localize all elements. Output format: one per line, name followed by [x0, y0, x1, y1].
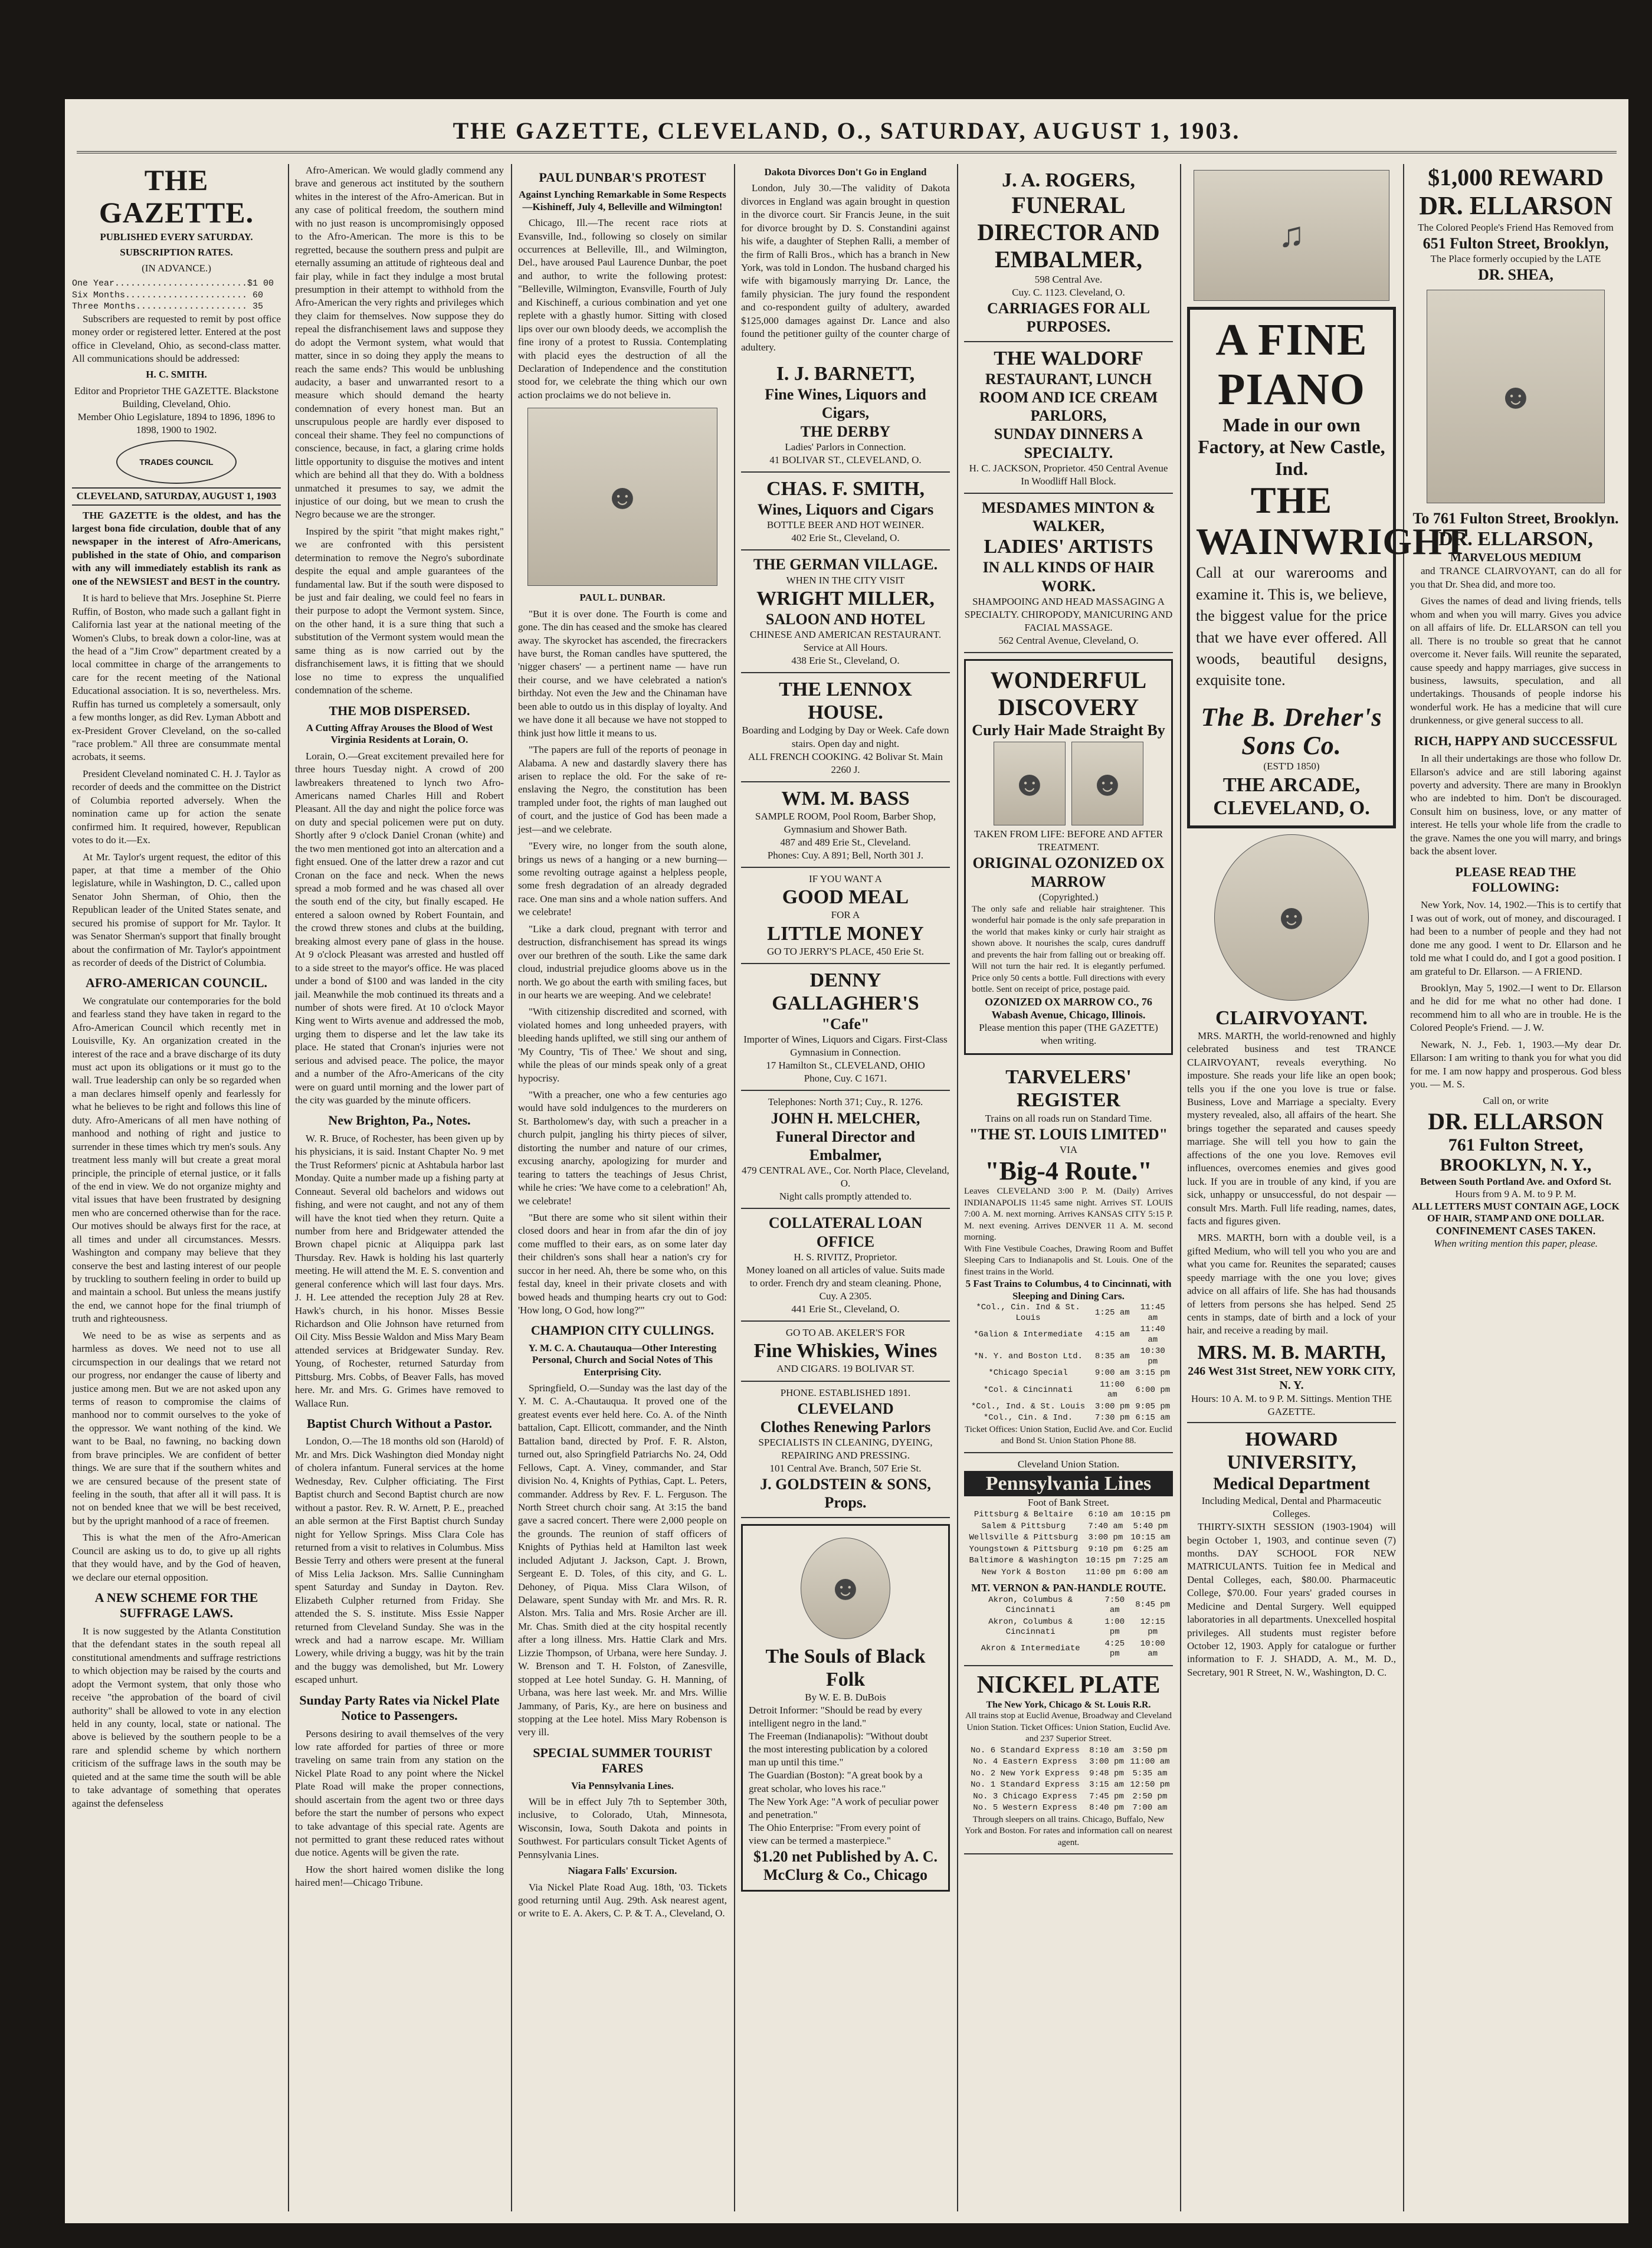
article-paragraph: London, July 30.—The validity of Dakota divorces in England was again brought in question in the divorce court. Sir Francis Jeune, in the suit for divorce brought by D. S. Constandini against his wife, a daughter of Stephen Ralli, a member of the firm of Ralli Bros., which has a branch in New York, was told in London. The husband charged his wife with bigamously marrying Dr. Lance, the family physician. The jury found the respondent and co-respondent guilty of adultery, awarded $125,000 damages against Dr. Lance and also found the petitioner guilty of the counter charge of adultery. [741, 182, 950, 353]
before-after-pictures [972, 739, 1165, 828]
clairvoyant-portrait [1214, 834, 1369, 1001]
table-row: Akron, Columbus & Cincinnati 7:50 am 8:45 pm [988, 1595, 1171, 1615]
penn-timetable [964, 1509, 1173, 1578]
table-row: No. 1 Standard Express 3:15 am 12:50 pm [971, 1780, 1170, 1790]
article-paragraph: At Mr. Taylor's urgent request, the editor of this paper, at that time a member of the Ohio legislature, while in Washington, D. C., called upon Senator John Sherman, of Ohio, then the Republican leader of the United States senate, and secured his promise of support for Mr. Taylor. It was Senator Sherman's support that finally brought about the confirmation of Mr. Taylor's appointment as recorder of deeds of the District of Columbia. [72, 851, 281, 969]
heading-suffrage: A NEW SCHEME FOR THE SUFFRAGE LAWS. [94, 1590, 258, 1621]
heading-dunbar: PAUL DUNBAR'S PROTEST [539, 170, 706, 185]
date-line: CLEVELAND, SATURDAY, AUGUST 1, 1903 [72, 487, 281, 505]
piano-illustration [1194, 170, 1389, 301]
table-row: *Col. & Cincinnati 11:00 am 6:00 pm [983, 1379, 1171, 1400]
article-paragraph: Gives the names of dead and living friends, tells whom and when you will marry. Gives you advice on all affairs of life. Dr. ELLARSON can tell you all. There is no trouble so great that he cannot overcome it. Never fails. Will reunite the separated, cause speedy and happy marriages, give success in business, lawsuits, speculation, and all undertakings. Thousands of people indorse his wonderful work. He has a medicine that will cure drunkenness, or give general success to all. [1410, 595, 1621, 726]
table-row: Akron & Intermediate 4:25 pm 10:00 am [981, 1639, 1165, 1659]
column-5 [957, 164, 1180, 2211]
ad-waldorf: THE WALDORF RESTAURANT, LUNCH ROOM AND ICE CREAM PARLORS, SUNDAY DINNERS A SPECIALTY. H. C. JACKSON, Proprietor. 450 Central Avenue In Woodliff Hall Block. [964, 342, 1173, 494]
table-row: Salem & Pittsburg 7:40 am 5:40 pm [981, 1521, 1168, 1531]
ad-rogers: J. A. ROGERS, FUNERAL DIRECTOR AND EMBALMER, 598 Central Ave. Cuy. C. 1123. Cleveland, O. CARRIAGES FOR ALL PURPOSES. [964, 164, 1173, 342]
heading-cullings: CHAMPION CITY CULLINGS. [530, 1323, 714, 1338]
heading-council: AFRO-AMERICAN COUNCIL. [86, 975, 267, 991]
column-7: $1,000 REWARD DR. ELLARSON The Colored People's Friend Has Removed from 651 Fulton Street, Brooklyn, The Place formerly occupied by the LATE DR. SHEA, ☻ To 761 Fulton Street, Brooklyn. DR. ELLARSON, MARVELOUS MEDIUM and TRANCE CLAIRVOYANT, can do all for you that Dr. Shea did, and more too. Gives the names of dead and living friends, tells whom and when you will marry. Gives you advice on all affairs of life. Dr. ELLARSON can tell you all. There is no trouble so great that he cannot overcome it. Never fails. Will reunite the separated, cause speedy and happy marriages, give success in business, lawsuits, speculation, and all undertakings. Thousands of people indorse his wonderful work. He has a medicine that will cure drunkenness, or give general success to all. RICH, HAPPY AND SUCCESSFUL In all their undertakings are those who follow Dr. Ellarson's advice and are still laboring against poverty and adversity. There are many in Brooklyn who are indebted to him. Don't be discouraged. Consult him on business, love, or any matter of interest. He tells your whole life from the cradle to the grave. Names the one you will marry, and brings back the absent lover. PLEASE READ THE FOLLOWING: New York, Nov. 14, 1902.—This is to certify that I was out of work, out of money, and discouraged. I had been to a number of people and they had not done me any good. I went to Dr. Ellarson and he told me what I could do, and I got a good position. I am grateful to Dr. Ellarson. — A FRIEND. Brooklyn, May 5, 1902.—I went to Dr. Ellarson and he did for me what no other had done. I recommend him to all who are in trouble. He is the Colored People's Friend. — J. W. Newark, N. J., Feb. 1, 1903.—My dear Dr. Ellarson: I am writing to thank you for what you did for me. I am now happy and prosperous. God bless you. — M. S. Call on, or write DR. ELLARSON 761 Fulton Street, BROOKLYN, N. Y., Between South Portland Ave. and Oxford St. Hours from 9 A. M. to 9 P. M. ALL LETTERS MUST CONTAIN AGE, LOCK OF HAIR, STAMP AND ONE DOLLAR. CONFINEMENT CASES TAKEN. When writing mention this paper, please. [1410, 164, 1621, 1250]
article-paragraph: "But there are some who sit silent within their closed doors and hear in from afar the din of joy come muffled to their ears, as on some later day their children's sons shall hear a nation's cry for succor in her need. Ah, there be some who, on this festal day, kneel in their private closets and with bowed heads and thumping hearts cry out to God: 'How long, O God, how long?'" [518, 1211, 727, 1316]
article-paragraph: W. R. Bruce, of Rochester, has been given up by his physicians, it is said. Instant Chapter No. 9 met the Trust Reformers' picnic at Ashtabula harbor last Monday. Quite a number made up a fishing party at Conneaut. Several old bachelors and widows out fishing, and were not caught, and not any of them will have the knot tied when they return. Quite a number from here and Bridgewater attended the Brown chapel picnic at Aliquippa park last Thursday. Rev. Hawk is holding his last quarterly meeting. He will attend the M. E. S. convention and general conference which will last four days. Mrs. J. H. Lee attended the reception July 28 at Rev. Hawk's church, in his honor. Misses Bessie Richardson and Olie Johnson have returned from Oil City. Miss Bessie Waldon and Miss Mary Beam attended services at Bridgewater Sunday. Rev. Young, of Rochester, returned Saturday from Pittsburg. Mrs. Cobbs, of Beaver Falls, has moved here. Mr. and Mrs. G. Grimes have removed to Wallace Run. [295, 1132, 504, 1409]
ad-good-meal: IF YOU WANT A GOOD MEAL FOR A LITTLE MONEY GO TO JERRY'S PLACE, 450 Erie St. [741, 868, 950, 964]
article-paragraph: MRS. MARTH, born with a double veil, is a gifted Medium, who will tell you who you are and what you came for. Reunites the separated; causes speedy marriage with the one you love; gives advice on all affairs of life. She has had thousands of letters from persons she has helped. Send 25 cents in stamps, date of birth and a lock of your hair, and receive a reading by mail. [1187, 1232, 1396, 1336]
circulation-claim: THE GAZETTE is the oldest, and has the largest bona fide circulation, double that of any newspaper in the interest of Afro-Americans, published in the state of Ohio, and comparison with any will immediately establish its rank as one of the NEWSIEST and BEST in the country. [72, 509, 281, 587]
ellarson-portrait [1427, 290, 1605, 503]
before-portrait [994, 742, 1066, 825]
ad-ox-marrow: WONDERFUL DISCOVERY Curly Hair Made Straight By ☻ ☻ TAKEN FROM LIFE: BEFORE AND AFTER TREATMENT. ORIGINAL OZONIZED OX MARROW (Copyrighted.) The only safe and reliable hair straightener. This wonderful hair pomade is the only safe preparation in the world that makes kinky or curly hair straight as shown above. It nourishes the scalp, cures dandruff and prevents the hair from falling out or breaking off. Will not turn the hair red. It is elegantly perfumed. Price only 50 cents a bottle. Full directions with every bottle. Sent on receipt of price, postage paid. OZONIZED OX MARROW CO., 76 Wabash Avenue, Chicago, Illinois. Please mention this paper (THE GAZETTE) when writing. [964, 659, 1173, 1055]
dunbar-portrait [527, 408, 717, 586]
article-paragraph: It is hard to believe that Mrs. Josephine St. Pierre Ruffin, of Boston, who made such a gallant fight in California last year at the national meeting of the Women's Clubs, to break down a color-line, was at the head of a "Jim Crow" department created by a local committee in charge of the arrangements to care for the recent meeting of the National Educational association. It is so, nevertheless. Mrs. Ruffin has turned us completely a somersault, only a few months longer, as did Rev. Lyman Abbott and ex-President Grover Cleveland, on the so-called "race problem." All three are consummate mental acrobats, it seems. [72, 592, 281, 763]
portrait-caption: PAUL L. DUNBAR. [579, 592, 666, 604]
article-paragraph: President Cleveland nominated C. H. J. Taylor as recorder of deeds and the committee on the District of Columbia reported adversely. When the nomination came up for action the senate confirmed him. It required, however, Republican votes to do it.—Ex. [72, 768, 281, 846]
table-row: *Galion & Intermediate 4:15 am 11:40 am [974, 1325, 1165, 1345]
rates-heading: SUBSCRIPTION RATES. [120, 247, 233, 258]
ad-wright-miller: THE GERMAN VILLAGE. WHEN IN THE CITY VISIT WRIGHT MILLER, SALOON AND HOTEL CHINESE AND AMERICAN RESTAURANT. Service at All Hours. 438 Erie St., Cleveland, O. [741, 550, 950, 673]
column-1 [65, 164, 288, 2211]
article-paragraph: MRS. MARTH, the world-renowned and highly celebrated business and test TRANCE CLAIRVOYANT, reveals everything. No imposture. She reads your life like an open book; tells you if the one you love is true or false. Business, Love and Marriage a specialty. Every mystery revealed, also, all affairs of the heart. She brings together the separated and causes speedy marriage. She will tell you how to gain the affections of the one you love. Removes evil influences, overcomes enemies and gives good luck. If you are in trouble of any kind, if you are sick, unhappy or unsuccessful, do not despair — consult Mrs. Marth. Full life reading, names, dates, facts and figures given. [1187, 1030, 1396, 1227]
article-paragraph: Afro-American. We would gladly commend any brave and generous act instituted by the southern whites in the interest of the Afro-American. But in any case of political freedom, the southern mind with no just reason is uncompromisingly opposed to the Afro-American. The more is this to be regretted, because the southern press and pulpit are eternally assuming an attitude of righteous deal and fair play, while in fact they indulge a most brutal presumption in their attempt to withhold from the Afro-American the very rights and privileges which they claim for themselves. Now suppose they do repeal the disfranchisement laws and suppose they do adopt the Vermont system, what would that matter, since in so doing they apply the means to reach the same ends? This would be unblushing audacity, a baser and unwarranted resort to a measure which should demand the hearty condemnation of every honest man. But an unscrupulous people are hardly ever disposed to conceal their shame. They feel no compunctions of conscience, because, in fact, a glaring crime holds little opportunity to disguise the motives and intent which are behind all that they do. With a boldness unmatched it presumes to say, we admit the injustice of our doing, but we mean to crush the Negro because we are the stronger. [295, 165, 504, 520]
editor-title: Editor and Proprietor THE GAZETTE. Blackstone Building, Cleveland, Ohio. [74, 385, 279, 409]
editor-name: H. C. SMITH. [146, 369, 207, 381]
table-row: No. 2 New York Express 9:48 pm 5:35 am [971, 1768, 1168, 1778]
table-row: *Col., Cin. Ind & St. Louis 1:25 am 11:45 am [976, 1303, 1165, 1323]
table-row: *N. Y. and Boston Ltd. 8:35 am 10:30 pm [974, 1346, 1165, 1367]
heading-brighton: New Brighton, Pa., Notes. [328, 1113, 471, 1128]
column-2 [288, 164, 511, 2211]
mtvernon-timetable [964, 1595, 1173, 1660]
masthead-rule [77, 151, 1617, 153]
ad-denny-gallagher: DENNY GALLAGHER'S "Cafe" Importer of Wines, Liquors and Cigars. First-Class Gymnasium in Connection. 17 Hamilton St., CLEVELAND, OHIO Phone, Cuy. C 1671. [741, 964, 950, 1092]
article-paragraph: Lorain, O.—Great excitement prevailed here for three hours Tuesday night. A crowd of 200 lawbreakers threatened to lynch two Afro-Americans named Charles Hill and Robert Pleasant. All the day and night the police force was on duty and special policemen were put on duty. Shortly after 9 o'clock Daniel Cronan (white) and the two men mentioned got into an altercation and a fight ensued. One of the latter drew a razor and cut Cronan on the face and neck. When the news spread a mob formed and he was chased all over the south end of the city, but finally escaped. He entered a saloon owned by Robert Fountain, and the crowd threw stones and clubs at the building, breaking almost every pane of glass in the house. At 9 o'clock Pleasant was arrested and hustled off to a side street to the mayor's office. He was placed under a bond of $100 and was landed in the city jail. Meanwhile the mob continued its threats and a number of shots were fired. At 10 o'clock Mayor King went to Wirts avenue and addressed the mob, urging them to disperse and let the law take its place. He stated that Cronan's injuries were not serious and advised peace. The police, the mayor and a number of the Afro-Americans of the city were on guard until morning and the lower part of the city was guarded by the minute officers. [295, 750, 504, 1106]
article-paragraph: Will be in effect July 7th to September 30th, inclusive, to Colorado, Utah, Minnesota, Wisconsin, Iowa, South Dakota and points in Southwest. For particulars consult Ticket Agents of Pennsylvania Lines. [518, 1795, 727, 1860]
column-3 [511, 164, 734, 2211]
notice: Subscribers are requested to remit by post office money order or registered letter. Entered at the post office in Cleveland, Ohio, as second-class matter. All communications should be addressed: [72, 313, 281, 364]
testimonial: Brooklyn, May 5, 1902.—I went to Dr. Ellarson and he did for me what no other had done. I recommend him to all who are in trouble. He is the Colored People's Friend. — J. W. [1410, 982, 1621, 1034]
paper-title: THE GAZETTE. [99, 163, 254, 229]
heading-sunday-rates: Sunday Party Rates via Nickel Plate Notice to Passengers. [299, 1692, 500, 1723]
heading-mob: THE MOB DISPERSED. [329, 703, 470, 718]
article-paragraph: Chicago, Ill.—The recent race riots at Evansville, Ind., following so closely on similar occurrences at Belleville, Ill., and Wilmington, Del., have aroused Paul Laurence Dunbar, the poet and author, to write the following protest: "Belleville, Wilmington, Evansville, Fourth of July and Kischineff, a curious combination and yet one replete with a ghastly humor. Sitting with closed lips over our own bloody deeds, we accomplish the fine irony of a protest to Russia. Contemplating with placid eyes the destruction of all the Declaration of Independence and the constitution stood for, we celebrate the thing which our own action proclaims we do not believe in. [518, 217, 727, 401]
ad-chas-smith: CHAS. F. SMITH, Wines, Liquors and Cigars BOTTLE BEER AND HOT WEINER. 402 Erie St., Cleveland, O. [741, 473, 950, 550]
piano-icon: ♫ [1278, 215, 1305, 255]
table-row: Akron, Columbus & Cincinnati 1:00 pm 12:15 pm [988, 1617, 1165, 1637]
article-paragraph: We congratulate our contemporaries for the bold and fearless stand they have taken in regard to the Afro-American Council which recently met in Louisville, Ky. An organization created in the interest of the race and a brave discharge of its duty must act upon its obligations or it must go to the wall. True leadership can only be so regarded when a man declares himself openly and fearlessly for what he believes to be right and follows this line of duty. Afro-Americans of all men have nothing of manhood and nothing of right and justice to surrender in these times which try men's souls. Any treatment less manly will but create a great moral principle, the principle of eternal justice, or it falls of the end in view. We do not organize mighty and vital issues that have been frustrated by designing men who are concerned otherwise than for the race. Our motives should be always first for the race, at all times and under all circumstances. Messrs. Washington and company may believe that they conserve the best and lasting interest of our people by truckling to southern feeling in order to build up and maintain a school. But unless the means justify the end, we cannot hope for the final triumph of truth and righteousness. [72, 995, 281, 1325]
table-row: Baltimore & Washington 10:15 pm 7:25 am [969, 1556, 1168, 1566]
heading-niagara: Niagara Falls' Excursion. [568, 1865, 677, 1877]
testimonial: Newark, N. J., Feb. 1, 1903.—My dear Dr. Ellarson: I am writing to thank you for what you did for me. I am now happy and prosperous. God bless you. — M. S. [1410, 1038, 1621, 1090]
published-line: PUBLISHED EVERY SATURDAY. [100, 231, 253, 243]
table-row: *Chicago Special 9:00 am 3:15 pm [988, 1368, 1171, 1378]
article-paragraph: "But it is over done. The Fourth is come and gone. The din has ceased and the smoke has cleared away. The skyrocket has ascended, the firecrackers have burst, the Roman candles have sputtered, the 'nigger chasers' — a pertinent name — have run their course, and we have celebrated a nation's birthday. Not even the Jew and the Chinaman have been able to outdo us in this display of loyalty. And we have done it all because we have not stopped to think just how little it means to us. [518, 608, 727, 739]
table-row: *Col., Ind. & St. Louis 3:00 pm 9:05 pm [971, 1401, 1171, 1411]
subheading-mob: A Cutting Affray Arouses the Blood of West Virginia Residents at Lorain, O. [306, 722, 493, 746]
article-paragraph: "With citizenship discredited and scorned, with violated homes and long unheeded prayers, with bleeding hands uplifted, we still sing our anthem of 'My Country, 'Tis of Thee.' We shout and sing, while the pleas of our minds speak only of a great hypocrisy. [518, 1006, 727, 1084]
table-row: Youngstown & Pittsburg 9:10 pm 6:25 am [969, 1544, 1168, 1554]
ad-piano: A FINE PIANO Made in our own Factory, at New Castle, Ind. THE WAINWRIGHT Call at our warerooms and examine it. This is, we believe, the biggest value for the price that we have ever offered. All woods, beautiful designs, exquisite tone. The B. Dreher's Sons Co. (EST'D 1850) THE ARCADE, CLEVELAND, O. [1187, 307, 1396, 828]
union-label-seal: TRADES COUNCIL [116, 440, 237, 484]
article-paragraph: "The papers are full of the reports of peonage in Alabama. A new and dastardly slavery there has arisen to replace the old. For the sake of re-enslaving the Negro, the constitution has been trampled under foot, the rights of man laughed out of court, and the justice of God has been made a jest—and we celebrate. [518, 744, 727, 835]
article-paragraph: We need to be as wise as serpents and as harmless as doves. We need not to use all circumspection in our dealings that we retard not our progress, nor endanger the cause of liberty and justice among men. But we are not asked upon any terms of reason to compromise the claims of manhood nor to commit ourselves to the yoke of the oppressor. We want nothing of the kind. We want to be Baal, no fawning, no backing down from brave principles. We are confident of better things. We are sure that if the southern whites and we are censured because of the present state of feeling in the south, that after all it will pass. It is not on bended knee that we will be best received, but by the upright manhood of a race of freemen. [72, 1329, 281, 1526]
portrait-icon: ☻ [1011, 763, 1048, 803]
article-paragraph: London, O.—The 18 months old son (Harold) of Mr. and Mrs. Dick Washington died Monday night of cholera infantum. Funeral services at the home Wednesday, Rev. Culpher officiating. The First Baptist church and Second Baptist church are now without a pastor. Rev. R. W. Arnett, P. E., preached an able sermon at the First Baptist church Sunday night for Yellow Springs. Miss Clara Cole has returned from a visit to relatives in Columbus. Miss Bessie Terry and others were present at the funeral of Miss Lelia Jackson. Mrs. Sallie Cunningham spent Saturday and Sunday in Dayton. Rev. Elizabeth Culpher returned from Friday. She attended the S. S. institute. Miss Essie Napper returned from Cleveland Sunday. She was in the wreck and had a narrow escape. Mr. William Lowery, while driving a buggy, was hit by the train and the buggy was demolished, but Mr. Lowery escaped unhurt. [295, 1436, 504, 1686]
ad-lennox-house: THE LENNOX HOUSE. Boarding and Lodging by Day or Week. Cafe down stairs. Open day and night. ALL FRENCH COOKING. 42 Bolivar St. Main 2260 J. [741, 673, 950, 782]
article-paragraph: In all their undertakings are those who follow Dr. Ellarson's advice and are still laboring against poverty and adversity. There are many in Brooklyn who are indebted to him. Don't be discouraged. Consult him on business, love, or any matter of interest. He tells your whole life from the cradle to the grave. Names the one you will marry, and brings back the absent lover. [1410, 753, 1621, 857]
ad-akeler: GO TO AB. AKELER'S FOR Fine Whiskies, Wines AND CIGARS. 19 BOLIVAR ST. [741, 1322, 950, 1381]
column-6: ♫ A FINE PIANO Made in our own Factory, at New Castle, Ind. THE WAINWRIGHT Call at our warerooms and examine it. This is, we believe, the biggest value for the price that we have ever offered. All woods, beautiful designs, exquisite tone. The B. Dreher's Sons Co. (EST'D 1850) THE ARCADE, CLEVELAND, O. ☻ CLAIRVOYANT. MRS. MARTH, the world-renowned and highly celebrated business and test TRANCE CLAIRVOYANT, reveals everything. No imposture. She reads your life like an open book; tells you if the one you love is true or false. Business, Love and Marriage a specialty. Every mystery revealed, also, all affairs of the heart. She brings together the separated and causes speedy marriage. She will tell you how to gain the affections of the one you love. Removes evil influences, overcomes enemies and gives good luck. If you are in trouble of any kind, if you are sick, unhappy or unsuccessful, do not despair — consult Mrs. Marth. Full life reading, names, dates, facts and figures given. MRS. MARTH, born with a double veil, is a gifted Medium, who will tell you who you are and what you came for. Reunites the separated; causes speedy marriage with the one you love; gives advice on all affairs of life. She has had thousands of letters from persons she has helped. Send 25 cents in stamps, date of birth and a lock of your hair, and receive a reading by mail. MRS. M. B. MARTH, 246 West 31st Street, NEW YORK CITY, N. Y. Hours: 10 A. M. to 9 P. M. Sittings. Mention THE GAZETTE. HOWARD UNIVERSITY, Medical Department Including Medical, Dental and Pharmaceutic Colleges. THIRTY-SIXTH SESSION (1903-1904) will begin October 1, 1903, and continue seven (7) months. DAY SCHOOL FOR NEW MATRICULANTS. Tuition fee in Medical and Dental Colleges, each, $80.00. Pharmaceutic College, $70.00. Four years' graded courses in Medicine and Dental Surgery. Well equipped laboratories in all departments. Unexcelled hospital privileges. All students must register before October 12, 1903. Apply for catalogue or further information to F. J. SHADD, A. M., M. D., Secretary, 901 R Street, N. W., Washington, D. C. [1180, 164, 1403, 2211]
table-row: No. 6 Standard Express 8:10 am 3:50 pm [971, 1745, 1168, 1755]
testimonial: New York, Nov. 14, 1902.—This is to certify that I was out of work, out of money, and discouraged. I had been to a number of people and they had not done me any good. I went to Dr. Ellarson and he told me what I could do, and I got a good position. I am grateful to Dr. Ellarson. — A FRIEND. [1410, 899, 1621, 977]
portrait-icon: ☻ [1497, 376, 1535, 416]
column-4 [734, 164, 957, 2211]
rate-line: One Year.........................$1 00 [72, 278, 274, 289]
ad-collateral-loan: COLLATERAL LOAN OFFICE H. S. RIVITZ, Proprietor. Money loaned on all articles of value. Suits made to order. French dry and steam cleaning. Phone, Cuy. A 2305. 441 Erie St., Cleveland, O. [741, 1209, 950, 1322]
ad-barnett: I. J. BARNETT, Fine Wines, Liquors and Cigars, THE DERBY Ladies' Parlors in Connection. 41 BOLIVAR ST., CLEVELAND, O. [741, 358, 950, 473]
ad-clothes-renewing: PHONE. ESTABLISHED 1891. CLEVELAND Clothes Renewing Parlors SPECIALISTS IN CLEANING, DYEING, REPAIRING AND PRESSING. 101 Central Ave. Branch, 507 Erie St. J. GOLDSTEIN & SONS, Props. [741, 1382, 950, 1518]
article-paragraph: "With a preacher, one who a few centuries ago would have sold indulgences to the murderers on St. Bartholomew's day, with such a preacher in a church pulpit, jangling his thirty pieces of silver, distorting the number and nature of our crimes, excusing anarchy, apologizing for murder and tearing to tatters the teachings of Jesus Christ, while he cries: 'We have come to a celebration!' Ah, we celebrate! [518, 1089, 727, 1207]
heading-summer-fares: SPECIAL SUMMER TOURIST FARES [533, 1745, 712, 1776]
ad-nickel-plate: NICKEL PLATE The New York, Chicago & St. Louis R.R. All trains stop at Euclid Avenue, Broadway and Cleveland Union Station. Ticket Offices: Union Station, Euclid Ave. and 237 Superior Street. No. 6 Standard Express 8:10 am 3:50 pm No. 4 Eastern Express 3:00 pm 11:00 am No. 2 New York Express 9:48 pm 5:35 am No. 1 Standard Express 3:15 am 12:50 pm No. 3 Chicago Express 7:45 pm 2:50 pm No. 5 Western Express 8:40 pm 7:00 am Through sleepers on all trains. Chicago, Buffalo, New York and Boston. For rates and information call on nearest agent. [964, 1666, 1173, 1854]
heading-dakota: Dakota Divorces Don't Go in England [764, 166, 927, 178]
article-paragraph: Springfield, O.—Sunday was the last day of the Y. M. C. A.-Chautauqua. It proved one of the greatest events ever held here. Co. A. of the Ninth battalion, Capt. Ellicott, commander, and the Ninth Battalion band, directed by Prof. F. R. Alston, turned out, also Springfield Patriarchs No. 24, Odd Fellows, Capt. A. Viney, commander, and Star division No. 4, Knights of Pythias, Capt. L. Peters, commander. Address by Rev. F. L. Ferguson. The North Street church choir sang. At 3:15 the band gave a sacred concert. There were 2,000 people on the grounds. The reunion of staff officers of Knights of Pythias held at Hamilton last week included Adjutant J. Jackson, Capt. J. Brown, Sergeant E. D. Toles, of this city, and G. L. Dehoney, of Piqua. Miss Clara Wilson, of Delaware, spent Sunday with Mr. and Mrs. R. R. Alston. Mrs. Talia and Mrs. Rosie Archer are ill. Mr. Chas. Smith died at the city hospital recently after a long illness. Mrs. Hattie Clark and Mrs. Lizzie Thompson, of Urbana, were here Sunday. J. W. Brenson and T. H. Folston, of Zanesville, stopped at Lee hotel Sunday. G. H. Manning, of Urbana, was here last week. Mr. and Mrs. Willie Jammany, of Paris, Ky., are here on business and stopping at the Lee hotel. Miss Mary Robenson is very ill. [518, 1382, 727, 1738]
rate-list [72, 278, 281, 313]
article-paragraph: Inspired by the spirit "that might makes right," we are confronted with this persistent determination to remove the Negro's subordinate despite the equal and ample guarantees of the fundamental law. But if the south were disposed to be just and fair dealing, we could feel no fears in their purpose to adopt the Vermont system. Since, on the other hand, it is a sure thing that such a substitution of the Vermont system would mean the same thing as is now carried out by the disfranchisement laws, it is fitting that we should lose no time to express the unqualified condemnation of the scheme. [295, 525, 504, 696]
table-row: New York & Boston 11:00 pm 6:00 am [981, 1567, 1168, 1577]
dubois-portrait [801, 1538, 890, 1639]
big4-timetable [964, 1302, 1173, 1424]
rate-line: Six Months....................... 60 [72, 290, 264, 300]
ad-souls-of-black-folk: ☻ The Souls of Black Folk By W. E. B. DuBois Detroit Informer: "Should be read by every intelligent negro in the land." The Freeman (Indianapolis): "Without doubt the most interesting publication by a colored man up until this time." The Guardian (Boston): "A great book by a great scholar, who loves his race." The New York Age: "A work of peculiar power and penetration." The Ohio Enterprise: "From every point of view can be termed a masterpiece." $1.20 net Published by A. C. McClurg & Co., Chicago [741, 1524, 950, 1892]
table-row: *Col., Cin. & Ind. 7:30 pm 6:15 am [983, 1413, 1171, 1423]
subheading-dunbar: Against Lynching Remarkable in Some Respects—Kishineff, July 4, Belleville and Wilmington! [519, 189, 726, 212]
heading-baptist: Baptist Church Without a Pastor. [307, 1416, 492, 1431]
closing-quip: How the short haired women dislike the long haired men!—Chicago Tribune. [295, 1863, 504, 1889]
article-paragraph: THIRTY-SIXTH SESSION (1903-1904) will begin October 1, 1903, and continue seven (7) months. DAY SCHOOL FOR NEW MATRICULANTS. Tuition fee in Medical and Dental Colleges, each, $80.00. Pharmaceutic College, $70.00. Four years' graded courses in Medicine and Dental Surgery. Well equipped laboratories in all departments. Unexcelled hospital privileges. All students must register before October 12, 1903. Apply for catalogue or further information to F. J. SHADD, A. M., M. D., Secretary, 901 R Street, N. W., Washington, D. C. [1187, 1521, 1396, 1678]
heading-rich: RICH, HAPPY AND SUCCESSFUL [1414, 733, 1617, 748]
rate-line: Three Months..................... 35 [72, 302, 264, 312]
article-paragraph: Persons desiring to avail themselves of the very low rate afforded for parties of three or more traveling on same train from any station on the Nickel Plate Road to any point where the Nickel Plate Road will make the proper connections, should ascertain from the agent two or three days before the start the number of persons who expect to take advantage of this special rate. Agents are not permitted to grant these reduced rates without due notice. Agents will be given the rate. [295, 1728, 504, 1859]
subheading-cullings: Y. M. C. A. Chautauqua—Other Interesting Personal, Church and Social Notes of This Enterprising City. [528, 1342, 717, 1378]
table-row: No. 3 Chicago Express 7:45 pm 2:50 pm [973, 1791, 1168, 1801]
article-paragraph: "Like a dark cloud, pregnant with terror and destruction, disfranchisement has spread its wings over our brethren of the south. Like the same dark cloud, industrial prejudice glooms above us in the north. We go about the earth with smiling faces, but in our hearts we are weeping. And we celebrate! [518, 923, 727, 1001]
ad-pennsylvania-lines: Cleveland Union Station. Pennsylvania Lines Foot of Bank Street. Pittsburg & Beltaire 6:10 am 10:15 pm Salem & Pittsburg 7:40 am 5:40 pm Wellsville & Pittsburg 3:00 pm 10:15 am Youngstown & Pittsburg 9:10 pm 6:25 am Baltimore & Washington 10:15 pm 7:25 am New York & Boston 11:00 pm 6:00 am MT. VERNON & PAN-HANDLE ROUTE. Akron, Columbus & Cincinnati 7:50 am 8:45 pm Akron, Columbus & Cincinnati 1:00 pm 12:15 pm Akron & Intermediate 4:25 pm 10:00 am [964, 1453, 1173, 1666]
ad-wm-bass: WM. M. BASS SAMPLE ROOM, Pool Room, Barber Shop, Gymnasium and Shower Bath. 487 and 489 Erie St., Cleveland. Phones: Cuy. A 891; Bell, North 301 J. [741, 782, 950, 868]
advance-note: (IN ADVANCE.) [142, 262, 211, 274]
ad-melcher: Telephones: North 371; Cuy., R. 1276. JOHN H. MELCHER, Funeral Director and Embalmer, 479 CENTRAL AVE., Cor. North Place, Cleveland, O. Night calls promptly attended to. [741, 1091, 950, 1209]
travelers-register: TARVELERS' REGISTER Trains on all roads run on Standard Time. "THE ST. LOUIS LIMITED" VIA "Big-4 Route." Leaves CLEVELAND 3:00 P. M. (Daily) Arrives INDIANAPOLIS 11:45 same night. Arrives ST. LOUIS 7:00 A. M. next morning. Arrives KANSAS CITY 5:15 P. M. next evening. Arrives DENVER 11 A. M. second morning. With Fine Vestibule Coaches, Drawing Room and Buffet Sleeping Cars to Indianapolis and St. Louis. One of the finest trains in the World. 5 Fast Trains to Columbus, 4 to Cincinnati, with Sleeping and Dining Cars. *Col., Cin. Ind & St. Louis 1:25 am 11:45 am *Galion & Intermediate 4:15 am 11:40 am *N. Y. and Boston Ltd. 8:35 am 10:30 pm *Chicago Special 9:00 am 3:15 pm *Col. & Cincinnati 11:00 am 6:00 pm *Col., Ind. & St. Louis 3:00 pm 9:05 pm *Col., Cin. & Ind. 7:30 pm 6:15 am Ticket Offices: Union Station, Euclid Ave. and Cor. Euclid and Bond St. Union Station Phone 88. [964, 1061, 1173, 1453]
article-paragraph: It is now suggested by the Atlanta Constitution that the defendant states in the south repeal all constitutional amendments and suffrage restrictions to which objection may be raised by the courts and adopt the Vermont system, that only those who receive "the approbation of the board of civil authority" shall be allowed to vote in any election held in any county, local, state or national. The above is believed by the southern people to be a rare and splendid scheme by which northern criticism of the suffrage laws in the south may be quieted and at the same time the south will be able to take advantage of something that operates against the defenseless [72, 1625, 281, 1809]
legislature-note: Member Ohio Legislature, 1894 to 1896, 1896 to 1898, 1900 to 1902. [77, 411, 276, 436]
article-paragraph: Via Nickel Plate Road Aug. 18th, '03. Tickets good returning until Aug. 29th. Ask nearest agent, or write to E. A. Akers, C. P. & T. A., Cleveland, O. [518, 1881, 727, 1919]
portrait-icon: ☻ [1273, 897, 1310, 937]
masthead: THE GAZETTE, CLEVELAND, O., SATURDAY, AUGUST 1, 1903. [453, 117, 1241, 144]
article-paragraph: "Every wire, no longer from the south alone, brings us news of a hanging or a new burning—some revolting outrage against a helpless people, some fresh degradation of an already degraded race. One man sins and a whole nation suffers. And we celebrate! [518, 840, 727, 918]
newspaper-page [65, 99, 1628, 2223]
table-row: Pittsburg & Beltaire 6:10 am 10:15 pm [974, 1510, 1171, 1520]
nickel-plate-timetable [964, 1745, 1173, 1814]
heading-please-read: PLEASE READ THE FOLLOWING: [1455, 864, 1576, 894]
portrait-icon: ☻ [827, 1568, 864, 1608]
article-paragraph: This is what the men of the Afro-American Council are asking us to do, to give up all rights that they would have, and by the God of heaven, we declare our eternal opposition. [72, 1532, 281, 1583]
subheading-summer-fares: Via Pennsylvania Lines. [571, 1780, 674, 1791]
ad-minton-walker: MESDAMES MINTON & WALKER, LADIES' ARTISTS IN ALL KINDS OF HAIR WORK. SHAMPOOING AND HEAD MASSAGING A SPECIALTY. CHIROPODY, MANICURING AND FACIAL MASSAGE. 562 Central Avenue, Cleveland, O. [964, 494, 1173, 653]
portrait-icon: ☻ [1089, 763, 1126, 803]
table-row: No. 4 Eastern Express 3:00 pm 11:00 am [973, 1757, 1170, 1767]
portrait-icon: ☻ [604, 477, 641, 516]
table-row: No. 5 Western Express 8:40 pm 7:00 am [973, 1803, 1168, 1813]
table-row: Wellsville & Pittsburg 3:00 pm 10:15 am [969, 1533, 1171, 1543]
article-paragraph: and TRANCE CLAIRVOYANT, can do all for you that Dr. Shea did, and more too. [1410, 565, 1621, 590]
after-portrait [1071, 742, 1143, 825]
